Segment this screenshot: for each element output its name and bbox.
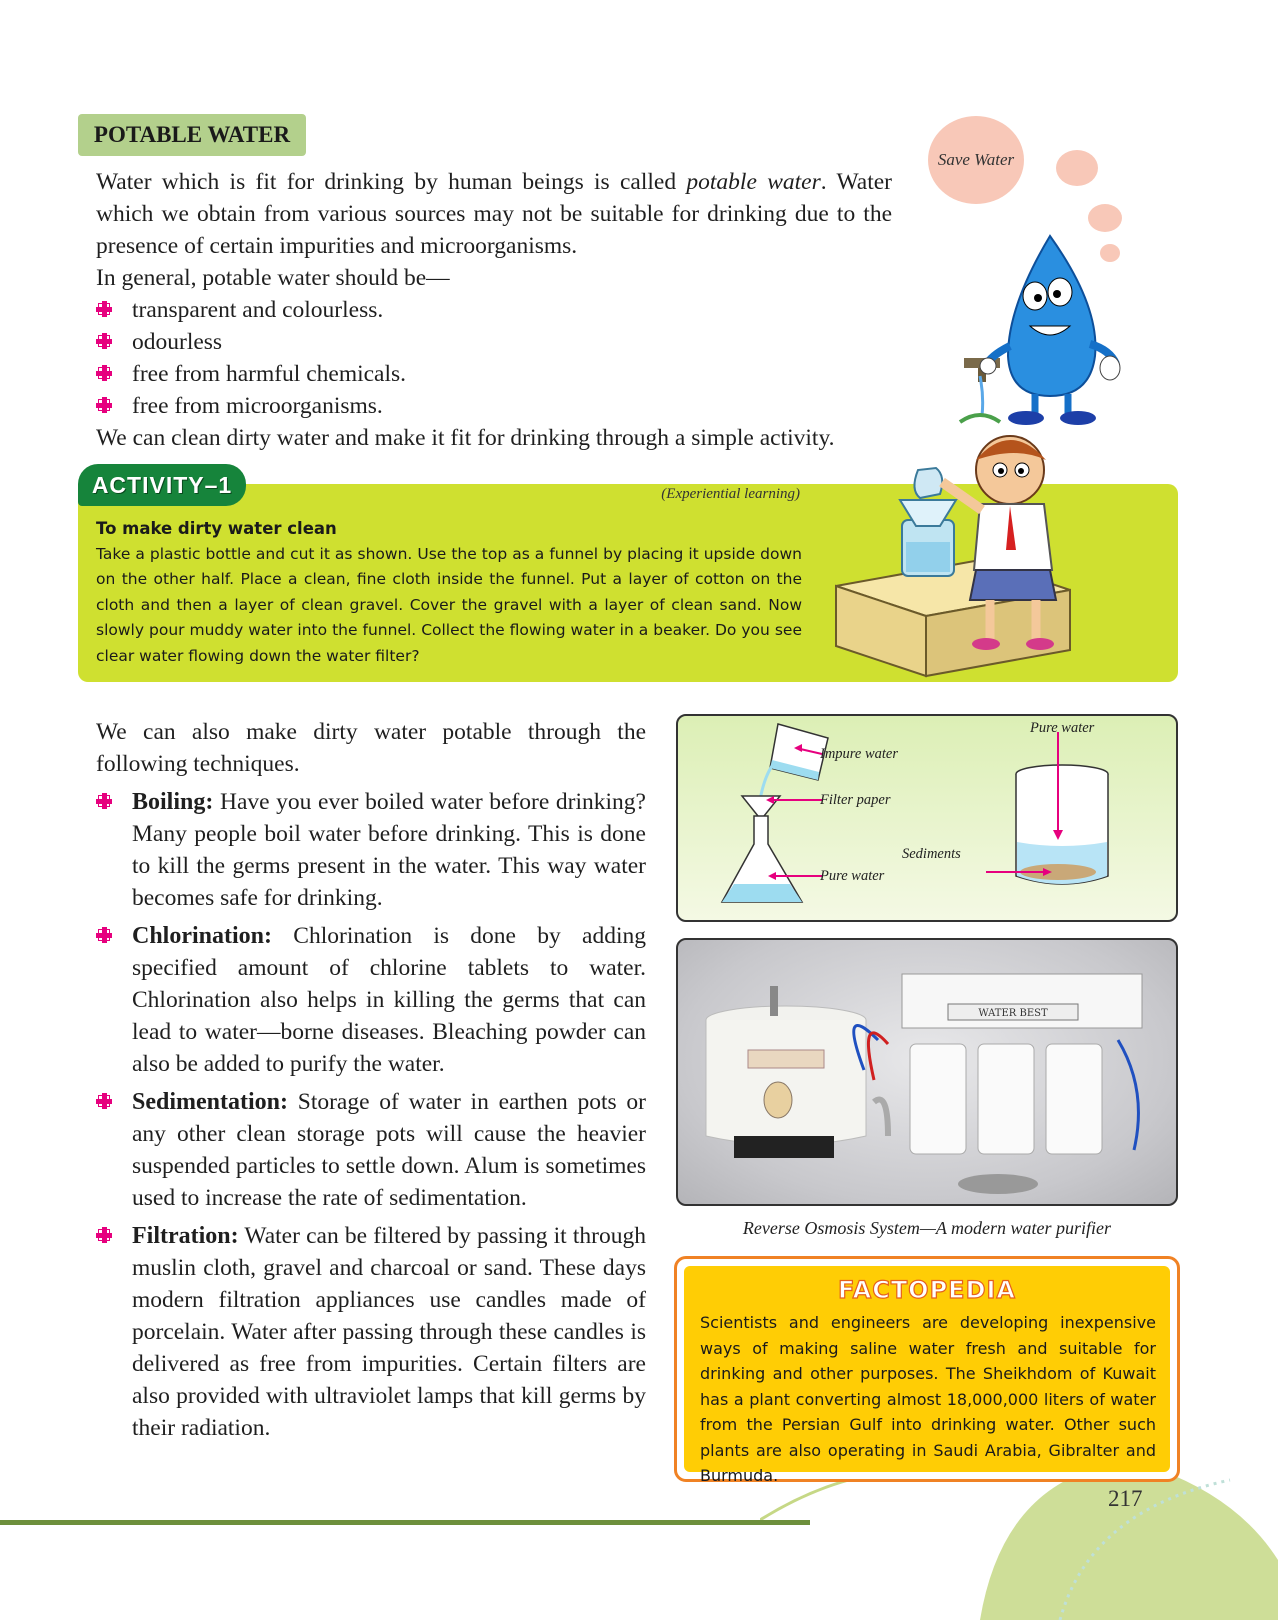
list-item — [96, 326, 892, 358]
cross-bullet-icon — [96, 301, 112, 317]
technique-chlorination — [96, 920, 646, 1080]
technique-text: Chlorination is done by adding specified amount of chlorine tablets to water. Chlorination also helps in killing the germs that can lead to water—borne diseases. Bleaching powder can also be added to purify the water. — [132, 923, 646, 1077]
potable-water-term: potable water — [686, 169, 821, 195]
cross-bullet-icon — [96, 793, 112, 809]
water-drop-mascot-illustration — [950, 226, 1140, 426]
technique-filtration — [96, 1220, 646, 1444]
intro-lead: In general, potable water should be— — [96, 265, 450, 291]
list-item-text: odourless — [132, 329, 223, 355]
section-heading: POTABLE WATER — [78, 114, 306, 156]
list-item — [96, 390, 892, 422]
technique-boiling — [96, 786, 646, 914]
activity-title: To make dirty water clean — [96, 519, 337, 538]
list-item-text: transparent and colourless. — [132, 297, 384, 323]
thought-bubble-text: Save Water — [937, 150, 1015, 169]
sediments-label: Sediments — [902, 846, 961, 862]
cross-bullet-icon — [96, 397, 112, 413]
technique-sedimentation — [96, 1086, 646, 1214]
intro-paragraph — [96, 166, 892, 262]
intro-closing: We can clean dirty water and make it fit for drinking through a simple activity. — [96, 425, 835, 451]
cross-bullet-icon — [96, 1227, 112, 1243]
filtration-diagram-drawing — [678, 716, 1176, 920]
pure-water-top-label: Pure water — [1030, 720, 1095, 736]
technique-text: Storage of water in earthen pots or any other clean storage pots will cause the heavier suspended particles to settle down. Alum is sometimes used to increase the rate of sedimentation. — [132, 1089, 646, 1211]
activity-instructions: Take a plastic bottle and cut it as shown. Use the top as a funnel by placing it upside down on the other half. Place a clean, fine cloth inside the funnel. Put a layer of cotton on the cloth and then a layer of clean gravel. Cover the gravel with a layer of clean sand. Now slowly pour muddy water into the funnel. Collect the flowing water in a beaker. Do you see clear water flowing down the water filter? — [96, 544, 802, 665]
cross-bullet-icon — [96, 927, 112, 943]
reverse-osmosis-drawing — [678, 940, 1176, 1204]
cross-bullet-icon — [96, 1093, 112, 1109]
filtration-diagram — [676, 714, 1178, 922]
ro-brand-label: WATER BEST — [978, 1008, 1048, 1019]
activity-content — [96, 516, 802, 669]
corner-decoration — [760, 1470, 1278, 1620]
factopedia-title: FACTOPEDIA — [837, 1276, 1016, 1304]
intro-text: Water which is fit for drinking by human beings is called — [96, 169, 687, 195]
technique-term: Boiling: — [132, 789, 214, 815]
list-item — [96, 294, 892, 326]
activity-note: (Experiential learning) — [661, 486, 800, 502]
technique-term: Sedimentation: — [132, 1089, 288, 1115]
technique-term: Filtration: — [132, 1223, 239, 1249]
impure-water-label: Impure water — [820, 746, 898, 762]
photo-caption: Reverse Osmosis System—A modern water purifier — [742, 1218, 1112, 1238]
techniques-section — [96, 716, 646, 1444]
technique-term: Chlorination: — [132, 923, 273, 949]
cross-bullet-icon — [96, 365, 112, 381]
pure-water-flask-label: Pure water — [820, 868, 885, 884]
page-number: 217 — [1108, 1486, 1143, 1511]
list-item — [96, 358, 892, 390]
activity-badge: ACTIVITY–1 — [78, 464, 246, 506]
reverse-osmosis-photo — [676, 938, 1178, 1206]
thought-bubble-dot — [1056, 150, 1098, 186]
factopedia-text: Scientists and engineers are developing inexpensive ways of making saline water fresh and suitable for drinking and other purposes. The Sheikhdom of Kuwait has a plant converting almost 18,000,000 liters of water from the Persian Gulf into drinking water. Other such plants are also operating in Saudi Arabia, Gibralter and Burmuda. — [700, 1313, 1156, 1485]
list-item-text: free from microorganisms. — [132, 393, 383, 419]
list-item-text: free from harmful chemicals. — [132, 361, 407, 387]
technique-text: Water can be filtered by passing it through muslin cloth, gravel and charcoal or sand. These days modern filtration appliances use candles made of porcelain. Water after passing through these candles is delivered as free from impurities. Certain filters are also provided with ultraviolet lamps that kill germs by their radiation. — [132, 1223, 646, 1441]
cross-bullet-icon — [96, 333, 112, 349]
intro-text-rest: . Water which we obtain from various sources may not be suitable for drinking due to the presence of certain impurities and microorganisms. — [96, 169, 892, 259]
boy-pouring-water-illustration — [830, 430, 1100, 680]
intro-section — [96, 166, 892, 454]
techniques-intro: We can also make dirty water potable through the following techniques. — [96, 719, 646, 777]
bottom-rule — [0, 1520, 810, 1525]
potable-water-criteria-list — [96, 294, 892, 422]
filter-paper-label: Filter paper — [820, 792, 891, 808]
technique-text: Have you ever boiled water before drinking? Many people boil water before drinking. This is done to kill the germs present in the water. This way water becomes safe for drinking. — [132, 789, 646, 911]
